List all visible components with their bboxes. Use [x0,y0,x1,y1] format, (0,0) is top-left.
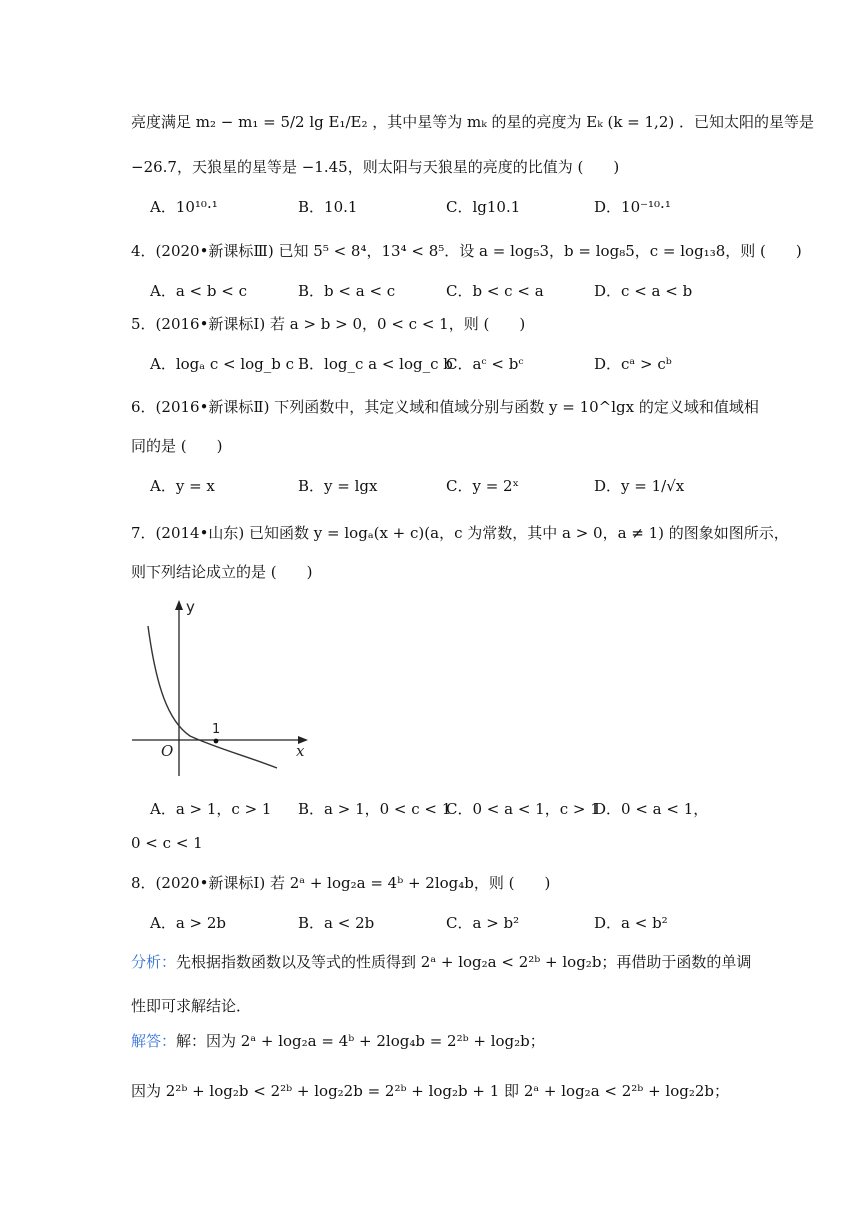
q7-stem-line1: 7．(2014•山东) 已知函数 y = logₐ(x + c)(a，c 为常数，其中 a > 0，a ≠ 1) 的图象如图所示， [131,524,789,542]
q3-stem-line1: 亮度满足 m₂ − m₁ = 5/2 lg E₁/E₂ ，其中星等为 mₖ 的星的亮度为 Eₖ (k = 1,2) ．已知太阳的星等是 [131,113,814,131]
q4-stem: 4．(2020•新课标Ⅲ) 已知 5⁵ < 8⁴，13⁴ < 8⁵．设 a = log₅3，b = log₈5，c = log₁₃8，则 ( ) [131,242,802,260]
q8-option-d: D．a < b² [594,914,668,932]
q5-option-a: A．logₐ c < log_b c [150,355,295,373]
q5-option-c: C．aᶜ < bᶜ [446,355,524,373]
analysis-line1 [131,951,751,973]
q7-function-graph [128,596,312,780]
q3-stem-line2: −26.7，天狼星的星等是 −1.45，则太阳与天狼星的亮度的比值为 ( ) [131,158,620,176]
q8-option-b: B．a < 2b [298,914,375,932]
q3-option-c: C．lg10.1 [446,198,521,216]
q5-option-b: B．log_c a < log_c b [298,355,453,373]
q6-option-d: D．y = 1/√x [594,477,685,495]
q6-stem-line2: 同的是 ( ) [131,437,223,455]
solution-text-line1: 解：因为 2ᵃ + log₂a = 4ᵇ + 2log₄b = 2²ᵇ + log₂b； [176,1032,545,1050]
analysis-line2: 性即可求解结论． [131,997,252,1015]
q7-stem-line2: 则下列结论成立的是 ( ) [131,563,313,581]
x-axis-label: x [296,742,305,760]
y-axis-arrow [175,600,183,610]
q5-stem: 5．(2016•新课标Ⅰ) 若 a > b > 0，0 < c < 1，则 ( ) [131,315,526,333]
q6-option-b: B．y = lgx [298,477,378,495]
q3-option-d: D．10⁻¹⁰·¹ [594,198,671,216]
q8-option-c: C．a > b² [446,914,520,932]
q7-option-d: D．0 < a < 1， [594,800,709,818]
solution-label: 解答： [131,1032,177,1050]
q3-option-a: A．10¹⁰·¹ [150,198,218,216]
q8-stem: 8．(2020•新课标Ⅰ) 若 2ᵃ + log₂a = 4ᵇ + 2log₄b，则 ( ) [131,874,551,892]
point-one-label: 1 [212,722,221,737]
analysis-text-line1: 先根据指数函数以及等式的性质得到 2ᵃ + log₂a < 2²ᵇ + log₂b；再借助于函数的单调 [176,953,752,971]
q7-option-d-wrap: 0 < c < 1 [131,834,203,852]
q6-stem-line1: 6．(2016•新课标Ⅱ) 下列函数中，其定义域和值域分别与函数 y = 10^lgx 的定义域和值域相 [131,398,759,416]
q6-option-a: A．y = x [150,477,215,495]
q3-option-b: B．10.1 [298,198,358,216]
solution-line1 [131,1030,545,1052]
y-axis-label: y [186,598,195,616]
q5-option-d: D．cᵃ > cᵇ [594,355,672,373]
analysis-label: 分析： [131,953,177,971]
q8-option-a: A．a > 2b [150,914,227,932]
q7-option-b: B．a > 1，0 < c < 1 [298,800,452,818]
origin-label: O [161,742,174,760]
q7-option-c: C．0 < a < 1，c > 1 [446,800,600,818]
q4-option-a: A．a < b < c [150,282,247,300]
q4-option-c: C．b < c < a [446,282,544,300]
q4-option-b: B．b < a < c [298,282,396,300]
solution-line2: 因为 2²ᵇ + log₂b < 2²ᵇ + log₂2b = 2²ᵇ + log₂b + 1 即 2ᵃ + log₂a < 2²ᵇ + log₂2b； [131,1082,729,1100]
q7-option-a: A．a > 1，c > 1 [150,800,272,818]
q6-option-c: C．y = 2ˣ [446,477,519,495]
point-one-marker [214,739,219,744]
q4-option-d: D．c < a < b [594,282,693,300]
